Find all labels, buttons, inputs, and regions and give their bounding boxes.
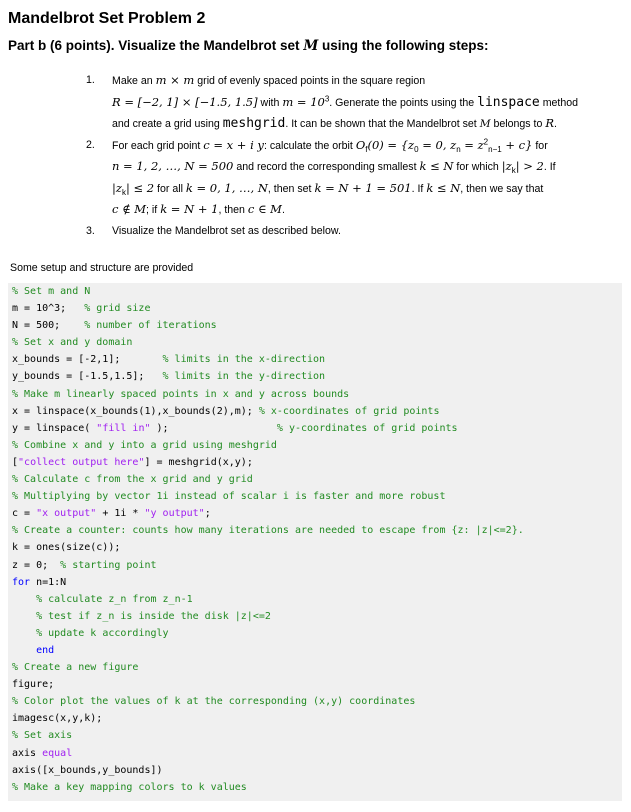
code-text: axis([x_bounds,y_bounds]) bbox=[12, 764, 163, 776]
subscript: k bbox=[121, 187, 126, 197]
code-comment: % grid size bbox=[84, 303, 151, 315]
code-comment: % y-coordinates of grid points bbox=[276, 422, 458, 434]
code-comment: % Make a key mapping colors to k values bbox=[12, 781, 247, 793]
code-text: + 1i * bbox=[96, 508, 145, 520]
text: . bbox=[281, 204, 285, 216]
code-comment: % Make m linearly spaced points in x and y across bounds bbox=[12, 388, 350, 400]
setup-note: Some setup and structure are provided bbox=[10, 262, 194, 274]
code-text bbox=[12, 594, 36, 605]
code-line bbox=[12, 710, 622, 727]
code-line bbox=[12, 368, 622, 385]
code-line bbox=[12, 779, 622, 796]
code-text: axis bbox=[12, 747, 43, 759]
text: . Generate the points using the bbox=[329, 96, 478, 109]
step-2-line-4 bbox=[112, 199, 616, 221]
text: with bbox=[257, 96, 283, 109]
superscript: 3 bbox=[324, 93, 330, 103]
code-line bbox=[12, 574, 622, 591]
code-line bbox=[12, 471, 622, 488]
code-line bbox=[12, 403, 622, 420]
math: = 0, z bbox=[418, 137, 457, 152]
code-line bbox=[12, 300, 622, 317]
code-text: [ bbox=[12, 456, 19, 468]
problem-title: Mandelbrot Set Problem 2 bbox=[8, 10, 206, 27]
text: . bbox=[554, 118, 557, 130]
math: n = 1, 2, …, N = 500 bbox=[112, 159, 234, 173]
code-comment: % Create a counter: counts how many iterations are needed to escape from {z: |z|<=2}. bbox=[12, 525, 524, 537]
code-comment: % starting point bbox=[60, 559, 157, 571]
matlab-code-block bbox=[8, 283, 622, 801]
math: |z bbox=[501, 159, 512, 173]
math: k = N + 1 bbox=[160, 202, 219, 216]
step-number: 3. bbox=[86, 224, 95, 237]
superscript: 2 bbox=[483, 136, 489, 146]
code-text: z = 0; bbox=[12, 559, 61, 571]
code-line bbox=[12, 386, 622, 403]
code-text: m = 10^3; bbox=[12, 303, 85, 315]
code-comment: % x-coordinates of grid points bbox=[258, 405, 440, 417]
code-text: y = linspace( bbox=[12, 422, 97, 434]
text: for all bbox=[154, 182, 186, 195]
code-line bbox=[12, 727, 622, 744]
code-line bbox=[12, 642, 622, 659]
subscript: n bbox=[456, 144, 461, 154]
math: k ≤ N bbox=[419, 159, 454, 173]
code-comment: % test if z_n is inside the disk |z|<=2 bbox=[36, 610, 271, 622]
math: R = [−2, 1] × [−1.5, 1.5] bbox=[112, 94, 258, 109]
code-line bbox=[12, 522, 622, 539]
code-line bbox=[12, 557, 622, 574]
math: R bbox=[545, 116, 554, 130]
code-comment: % Set m and N bbox=[12, 286, 91, 297]
math: m × m bbox=[155, 73, 195, 87]
text: ; if bbox=[146, 204, 161, 216]
code-text: ] = meshgrid(x,y); bbox=[144, 456, 253, 468]
text: and record the corresponding smallest bbox=[233, 161, 420, 173]
code-string: equal bbox=[42, 747, 73, 759]
math: c ∉ M bbox=[112, 202, 147, 216]
code-comment: % Set axis bbox=[12, 730, 73, 742]
subscript: n−1 bbox=[488, 144, 502, 154]
text: for which bbox=[453, 161, 502, 173]
code-line bbox=[12, 454, 622, 471]
math: | ≤ 2 bbox=[125, 180, 155, 195]
code-line bbox=[12, 334, 622, 351]
code-keyword: for bbox=[12, 576, 31, 588]
text: belongs to bbox=[490, 118, 546, 130]
code-text: imagesc(x,y,k); bbox=[12, 713, 103, 725]
subscript: f bbox=[365, 144, 368, 154]
code-line bbox=[12, 488, 622, 505]
code-comment: % limits in the x-direction bbox=[162, 354, 326, 366]
code-text: x = linspace(x_bounds(1),x_bounds(2),m); bbox=[12, 405, 259, 417]
code-line bbox=[12, 608, 622, 625]
code-line bbox=[12, 745, 622, 762]
math: m = 10 bbox=[282, 94, 325, 109]
code-comment: % Multiplying by vector 1i instead of scalar i is faster and more robust bbox=[12, 491, 446, 503]
subscript: k bbox=[511, 166, 516, 176]
text: . If bbox=[411, 182, 427, 195]
math: = z bbox=[460, 137, 484, 152]
step-1-line-2 bbox=[112, 92, 616, 114]
inline-code: meshgrid bbox=[222, 116, 286, 131]
math: | > 2 bbox=[515, 159, 544, 173]
text: , then bbox=[218, 204, 248, 216]
text: grid of evenly spaced points in the square region bbox=[194, 75, 426, 87]
step-1 bbox=[86, 70, 616, 135]
code-text: c = bbox=[12, 508, 37, 520]
code-text: y_bounds = [-1.5,1.5]; bbox=[12, 371, 163, 383]
math: |z bbox=[112, 180, 122, 195]
code-line bbox=[12, 351, 622, 368]
text: . If bbox=[543, 161, 556, 173]
code-text: figure; bbox=[12, 679, 55, 691]
code-line bbox=[12, 283, 622, 300]
text: for bbox=[532, 139, 548, 152]
subscript: 0 bbox=[414, 144, 419, 154]
code-comment: % limits in the y-direction bbox=[162, 371, 326, 383]
text: , then set bbox=[267, 182, 315, 195]
step-2-line-1 bbox=[112, 135, 616, 157]
code-comment: % Color plot the values of k at the corresponding (x,y) coordinates bbox=[12, 696, 416, 708]
math: O bbox=[355, 137, 366, 152]
text: method bbox=[539, 96, 579, 109]
steps-list bbox=[86, 70, 616, 241]
inline-code: linspace bbox=[477, 94, 540, 110]
code-line bbox=[12, 317, 622, 334]
text: , then we say that bbox=[460, 182, 544, 195]
math: c ∈ M bbox=[247, 202, 282, 216]
code-keyword: end bbox=[36, 644, 55, 656]
code-line bbox=[12, 659, 622, 676]
code-comment: % Calculate c from the x grid and y grid bbox=[12, 474, 253, 486]
code-line bbox=[12, 693, 622, 710]
code-string: "y output" bbox=[144, 508, 205, 520]
text: and create a grid using bbox=[112, 118, 223, 130]
code-line bbox=[12, 591, 622, 608]
code-string: "fill in" bbox=[96, 422, 151, 434]
code-line bbox=[12, 676, 622, 693]
code-text bbox=[12, 611, 36, 622]
step-number: 2. bbox=[86, 138, 95, 151]
code-text bbox=[12, 645, 36, 656]
code-line bbox=[12, 539, 622, 556]
math: k ≤ N bbox=[426, 180, 461, 195]
text: For each grid point bbox=[112, 139, 204, 152]
code-string: "x output" bbox=[36, 508, 97, 520]
step-3 bbox=[86, 221, 616, 242]
code-text: k = ones(size(c)); bbox=[12, 542, 121, 554]
step-1-line-1 bbox=[112, 70, 616, 92]
code-text: n=1:N bbox=[30, 576, 67, 588]
math: (0) = {z bbox=[367, 137, 415, 152]
code-comment: % Create a new figure bbox=[12, 662, 139, 674]
text: : calculate the orbit bbox=[263, 139, 356, 152]
text: . It can be shown that the Mandelbrot set bbox=[285, 118, 480, 130]
code-line bbox=[12, 762, 622, 779]
math: c = x + i y bbox=[203, 137, 264, 152]
code-text bbox=[12, 628, 36, 639]
code-text: N = 500; bbox=[12, 320, 85, 332]
code-line bbox=[12, 505, 622, 522]
mandelbrot-set-symbol: M bbox=[479, 118, 491, 130]
math: k = 0, 1, …, N bbox=[185, 180, 268, 195]
code-text: ); bbox=[150, 422, 277, 434]
code-line bbox=[12, 420, 622, 437]
text: Make an bbox=[112, 75, 156, 87]
step-number: 1. bbox=[86, 74, 95, 86]
math: k = N + 1 = 501 bbox=[314, 180, 412, 195]
mandelbrot-set-symbol: M bbox=[303, 38, 319, 54]
math: + c} bbox=[501, 137, 533, 152]
step-2-line-3 bbox=[112, 178, 616, 200]
code-line bbox=[12, 437, 622, 454]
code-text: x_bounds = [-2,1]; bbox=[12, 354, 163, 366]
step-1-line-3 bbox=[112, 113, 616, 135]
step-2-line-2 bbox=[112, 156, 616, 178]
code-text: ; bbox=[204, 508, 211, 520]
code-comment: % update k accordingly bbox=[36, 627, 169, 639]
step-2 bbox=[86, 135, 616, 221]
part-b-heading bbox=[8, 38, 489, 54]
step-3-text: Visualize the Mandelbrot set as described below. bbox=[112, 224, 341, 237]
code-comment: % number of iterations bbox=[84, 320, 217, 332]
part-b-suffix: using the following steps: bbox=[318, 38, 489, 53]
code-string: "collect output here" bbox=[18, 456, 145, 468]
part-b-prefix: Part b (6 points). Visualize the Mandelbrot set bbox=[8, 38, 304, 53]
code-comment: % calculate z_n from z_n-1 bbox=[36, 593, 193, 605]
code-line bbox=[12, 625, 622, 642]
code-comment: % Set x and y domain bbox=[12, 337, 133, 349]
code-comment: % Combine x and y into a grid using meshgrid bbox=[12, 439, 277, 451]
